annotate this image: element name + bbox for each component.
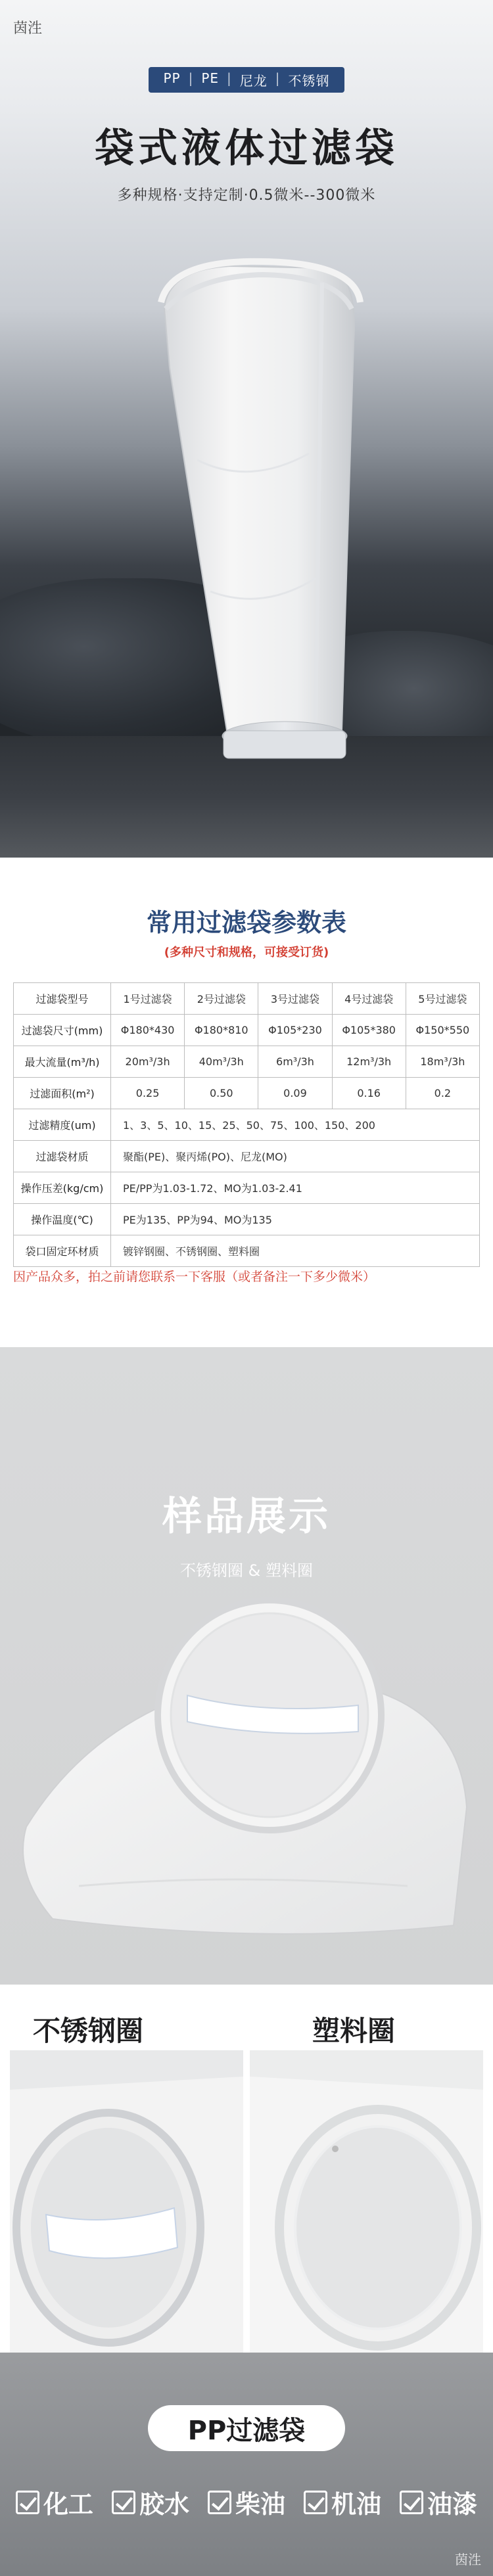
table-row (14, 1141, 480, 1172)
sample-subtitle: 不锈钢圈 & 塑料圈 (180, 1561, 313, 1580)
table-cell: 聚酯(PE)、聚丙烯(PO)、尼龙(MO) (111, 1141, 480, 1172)
checkbox-icon (16, 2491, 39, 2514)
tag-stainless: 不锈钢 (288, 73, 330, 89)
table-cell: 0.25 (111, 1078, 185, 1109)
row-label: 袋口固定环材质 (14, 1235, 111, 1267)
application-label: 柴油 (235, 2490, 285, 2519)
plastic-ring-image (250, 2050, 483, 2353)
checkbox-icon (400, 2491, 423, 2514)
table-row (14, 1235, 480, 1267)
table-cell: 3号过滤袋 (258, 983, 332, 1015)
row-label: 过滤面积(m²) (14, 1078, 111, 1109)
sample-title: 样品展示 (162, 1494, 331, 1540)
table-row (14, 1172, 480, 1204)
table-row (14, 1078, 480, 1109)
application-item (304, 2484, 381, 2520)
table-cell: 4号过滤袋 (332, 983, 406, 1015)
spec-table (13, 982, 480, 1267)
table-cell: PE为135、PP为94、MO为135 (111, 1204, 480, 1235)
tag-pp: PP (163, 70, 181, 86)
plastic-ring-label: 塑料圈 (312, 2015, 396, 2047)
table-cell: 5号过滤袋 (406, 983, 479, 1015)
table-cell: 18m³/3h (406, 1046, 479, 1078)
table-cell: PE/PP为1.03-1.72、MO为1.03-2.41 (111, 1172, 480, 1204)
tag-nylon: 尼龙 (239, 73, 268, 89)
table-cell: 1号过滤袋 (111, 983, 185, 1015)
ring-comparison-section (0, 1985, 493, 2353)
table-cell: 20m³/3h (111, 1046, 185, 1078)
row-label: 过滤精度(um) (14, 1109, 111, 1141)
application-item (208, 2484, 285, 2520)
row-label: 过滤袋尺寸(mm) (14, 1015, 111, 1046)
table-row (14, 983, 480, 1015)
table-cell: Φ105*380 (332, 1015, 406, 1046)
table-cell: 0.16 (332, 1078, 406, 1109)
table-cell: Φ180*810 (185, 1015, 258, 1046)
applications-section (0, 2353, 493, 2576)
table-cell: 2号过滤袋 (185, 983, 258, 1015)
brand-watermark: 茵泩 (13, 20, 43, 37)
table-cell: 镀锌钢圈、不锈钢圈、塑料圈 (111, 1235, 480, 1267)
application-label: 机油 (331, 2490, 381, 2519)
footer-brand: 茵泩 (455, 2552, 481, 2567)
application-item (112, 2484, 189, 2520)
stainless-ring-image (10, 2050, 243, 2353)
application-item (16, 2484, 93, 2520)
checkbox-icon (112, 2491, 135, 2514)
sample-section (0, 1347, 493, 1985)
tag-separator: | (275, 70, 281, 86)
table-row (14, 1015, 480, 1046)
application-item (400, 2484, 477, 2520)
table-cell: Φ150*550 (406, 1015, 479, 1046)
table-cell: 6m³/3h (258, 1046, 332, 1078)
hero-subtitle: 多种规格·支持定制·0.5微米--300微米 (117, 187, 376, 204)
params-note: (多种尺寸和规格，可接受订货) (164, 946, 329, 959)
checkbox-icon (304, 2491, 327, 2514)
table-cell: 0.2 (406, 1078, 479, 1109)
table-cell: 0.50 (185, 1078, 258, 1109)
table-cell: Φ180*430 (111, 1015, 185, 1046)
table-cell: 0.09 (258, 1078, 332, 1109)
table-row (14, 1109, 480, 1141)
row-label: 操作温度(℃) (14, 1204, 111, 1235)
table-cell: Φ105*230 (258, 1015, 332, 1046)
row-label: 过滤袋材质 (14, 1141, 111, 1172)
table-row (14, 1046, 480, 1078)
params-section (0, 858, 493, 1301)
tag-separator: | (227, 70, 232, 86)
row-label: 最大流量(m³/h) (14, 1046, 111, 1078)
checkbox-icon (208, 2491, 231, 2514)
application-label: 胶水 (139, 2490, 189, 2519)
apps-title: PP过滤袋 (148, 2405, 345, 2451)
row-label: 过滤袋型号 (14, 983, 111, 1015)
table-row (14, 1204, 480, 1235)
hero-section (0, 0, 493, 858)
contact-warning: 因产品众多，拍之前请您联系一下客服（或者备注一下多少微米） (13, 1270, 376, 1284)
params-title: 常用过滤袋参数表 (146, 908, 346, 937)
tag-pe: PE (201, 70, 220, 86)
hero-title: 袋式液体过滤袋 (95, 126, 398, 172)
stainless-ring-label: 不锈钢圈 (33, 2015, 144, 2047)
sample-bag-image (0, 1347, 493, 1985)
applications-list (0, 2484, 493, 2520)
filter-bag-image (0, 0, 493, 858)
application-label: 油漆 (427, 2490, 477, 2519)
table-cell: 12m³/3h (332, 1046, 406, 1078)
application-label: 化工 (43, 2490, 93, 2519)
table-cell: 40m³/3h (185, 1046, 258, 1078)
row-label: 操作压差(kg/cm) (14, 1172, 111, 1204)
tag-separator: | (188, 70, 194, 86)
table-cell: 1、3、5、10、15、25、50、75、100、150、200 (111, 1109, 480, 1141)
